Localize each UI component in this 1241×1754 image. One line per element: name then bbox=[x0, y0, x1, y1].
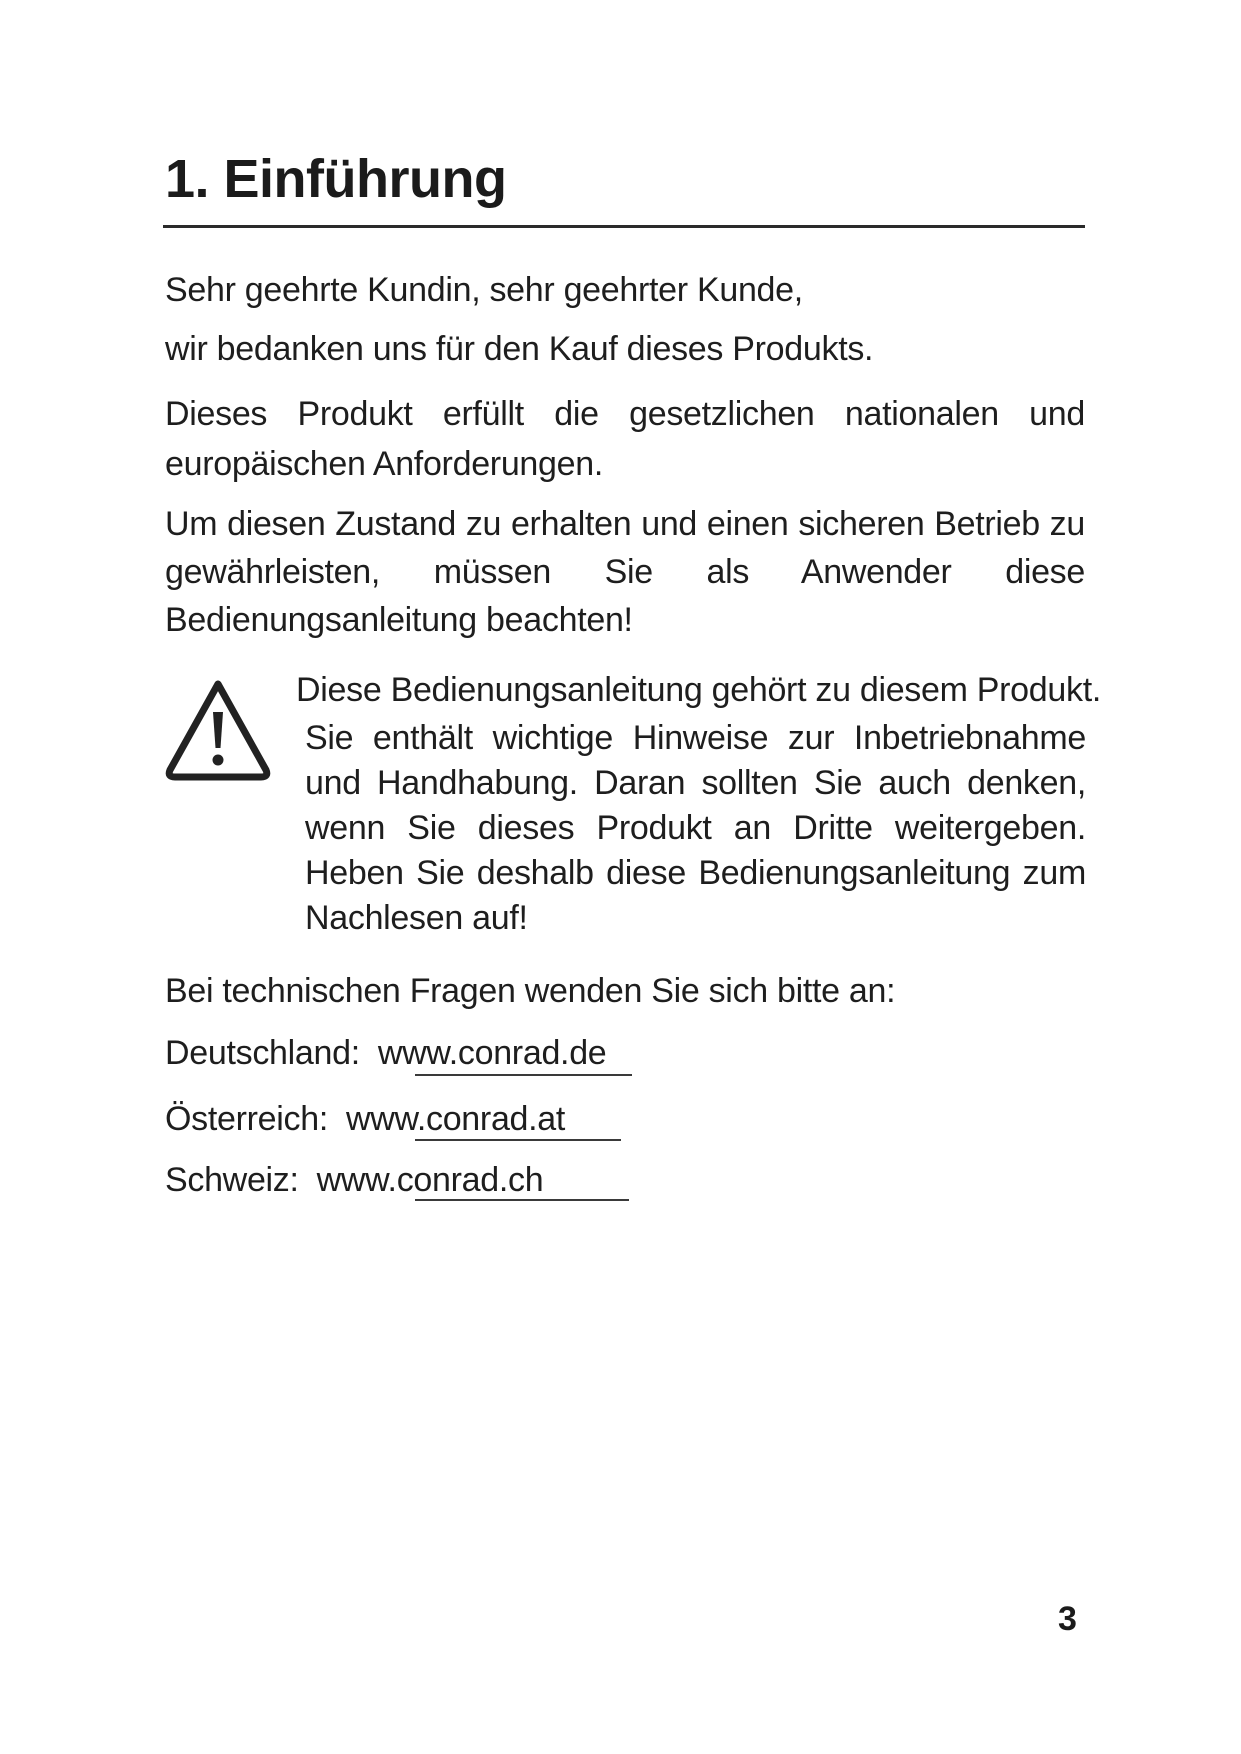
country-label: Schweiz: bbox=[165, 1161, 299, 1199]
warning-first-line: Diese Bedienungsanleitung gehört zu diesem Produkt. bbox=[296, 671, 1102, 709]
contact-url-switzerland[interactable]: www.conrad.ch bbox=[316, 1161, 544, 1199]
maintain-text: Um diesen Zustand zu erhalten und einen sicheren Betrieb zu gewährleisten, müssen Sie als Anwender diese Bedienungsanleitung beachten! bbox=[165, 505, 1085, 639]
conformity-text: Dieses Produkt erfüllt die gesetzlichen nationalen und europäischen Anforderungen. bbox=[165, 395, 1085, 483]
salutation-text: Sehr geehrte Kundin, sehr geehrter Kunde, bbox=[165, 271, 803, 309]
contact-underline bbox=[415, 1139, 621, 1141]
contact-row-austria bbox=[165, 1096, 565, 1142]
warning-triangle-icon bbox=[162, 676, 274, 786]
section-heading: 1. Einführung bbox=[165, 149, 507, 209]
country-label: Österreich: bbox=[165, 1100, 328, 1138]
country-label: Deutschland: bbox=[165, 1034, 360, 1072]
contact-row-germany bbox=[165, 1030, 606, 1076]
warning-text: Sie enthält wichtige Hinweise zur Inbetriebnahme und Handhabung. Daran sollten Sie auch denken, wenn Sie dieses Produkt an Dritte weitergeben. Heben Sie deshalb diese Bedienungsanleitung zum Nachlesen auf! bbox=[305, 719, 1086, 937]
page-number: 3 bbox=[1058, 1600, 1077, 1638]
contact-underline bbox=[415, 1199, 629, 1201]
contact-url-austria[interactable]: www.conrad.at bbox=[345, 1100, 566, 1138]
contact-intro: Bei technischen Fragen wenden Sie sich bitte an: bbox=[165, 972, 896, 1010]
heading-rule bbox=[163, 225, 1085, 228]
contact-url-germany[interactable]: www.conrad.de bbox=[377, 1034, 607, 1072]
contact-row-switzerland bbox=[165, 1157, 543, 1203]
thanks-text: wir bedanken uns für den Kauf dieses Produkts. bbox=[165, 330, 874, 368]
contact-underline bbox=[415, 1074, 632, 1076]
